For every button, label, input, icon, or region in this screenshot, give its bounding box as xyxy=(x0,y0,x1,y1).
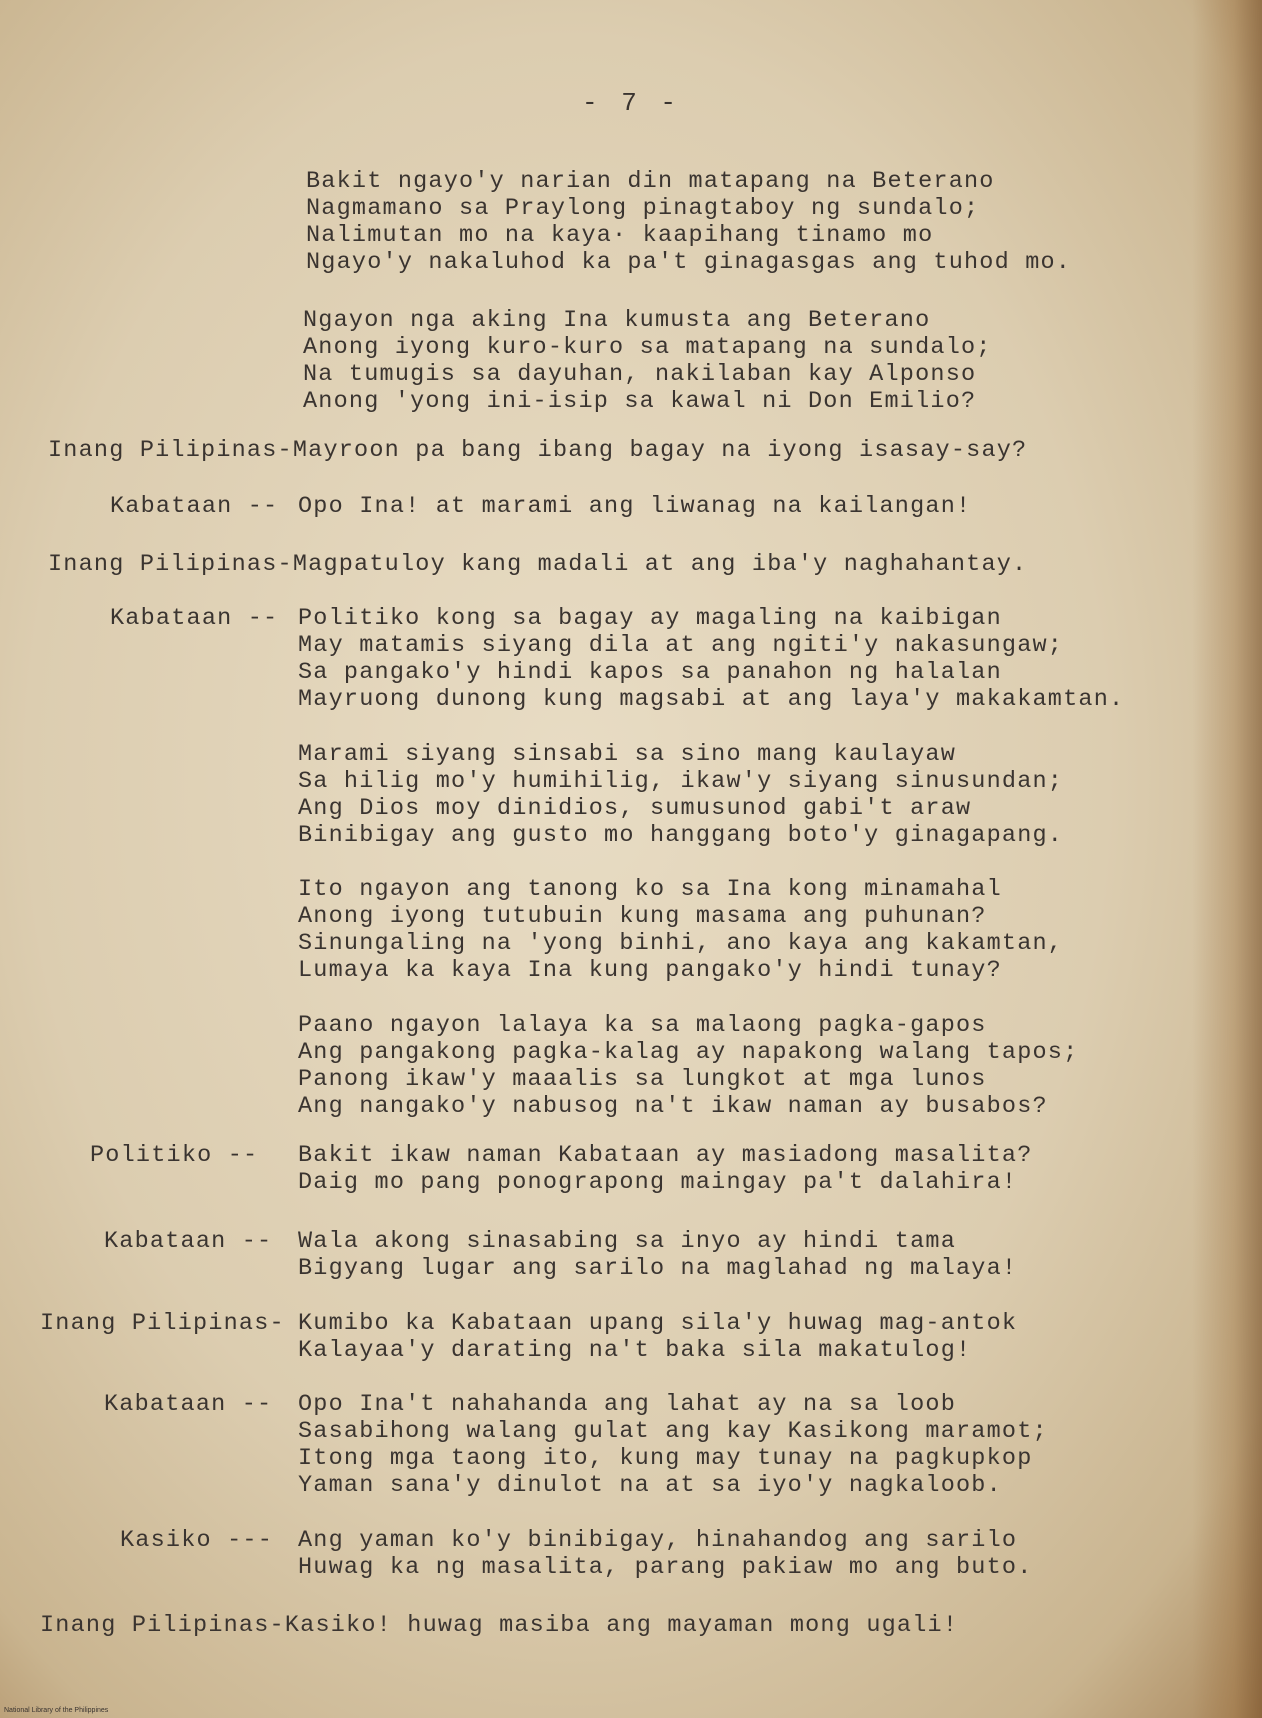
verse-line: Anong iyong kuro-kuro sa matapang na sundalo; xyxy=(303,334,992,361)
dialogue-line: Huwag ka ng masalita, parang pakiaw mo ang buto. xyxy=(298,1554,1033,1581)
dialogue-entry xyxy=(40,1612,958,1639)
dialogue-line: Bakit ikaw naman Kabataan ay masiadong masalita? xyxy=(298,1142,1033,1169)
dialogue-line: Kasiko! huwag masiba ang mayaman mong ugali! xyxy=(284,1612,959,1639)
speaker-label: Inang Pilipinas- xyxy=(48,551,293,578)
dialogue-line: May matamis siyang dila at ang ngiti'y nakasungaw; xyxy=(298,632,1064,659)
dialogue-line: Magpatuloy kang madali at ang iba'y naghahantay. xyxy=(292,551,1028,578)
speaker-label: Kabataan -- xyxy=(110,605,279,632)
dialogue-line: Mayroon pa bang ibang bagay na iyong isasay-say? xyxy=(292,437,1028,464)
dialogue-entry xyxy=(298,1142,1033,1196)
speaker-label: Inang Pilipinas- xyxy=(40,1612,285,1639)
dialogue-line: Sinungaling na 'yong binhi, ano kaya ang kakamtan, xyxy=(298,930,1064,957)
dialogue-entry xyxy=(298,1391,1048,1499)
dialogue-line: Politiko kong sa bagay ay magaling na kaibigan xyxy=(298,605,1002,632)
library-footer: National Library of the Philippines xyxy=(4,1707,109,1714)
dialogue-line: Kalayaa'y darating na't baka sila makatulog! xyxy=(298,1337,972,1364)
verse-line: Ngayon nga aking Ina kumusta ang Beterano xyxy=(303,307,931,334)
speaker-label: Kabataan -- xyxy=(104,1391,273,1418)
dialogue-line: Panong ikaw'y maaalis sa lungkot at mga lunos xyxy=(298,1066,987,1093)
verse-line: Na tumugis sa dayuhan, nakilaban kay Alponso xyxy=(303,361,977,388)
page-edge-shadow xyxy=(1192,0,1262,1718)
stanza-1 xyxy=(306,168,1071,276)
dialogue-line: Bigyang lugar ang sarilo na maglahad ng malaya! xyxy=(298,1255,1018,1282)
page-number: - 7 - xyxy=(581,88,680,118)
dialogue-entry xyxy=(298,493,971,520)
dialogue-line: Lumaya ka kaya Ina kung pangako'y hindi tunay? xyxy=(298,957,1002,984)
speaker-label: Politiko -- xyxy=(90,1142,259,1169)
dialogue-entry xyxy=(298,1310,1017,1364)
dialogue-line: Ang Dios moy dinidios, sumusunod gabi't araw xyxy=(298,795,972,822)
speaker-label: Inang Pilipinas- xyxy=(40,1310,285,1337)
dialogue-entry xyxy=(298,1527,1033,1581)
verse-line: Anong 'yong ini-isip sa kawal ni Don Emilio? xyxy=(303,388,977,415)
dialogue-entry xyxy=(298,1228,1017,1282)
dialogue-entry xyxy=(48,437,1027,464)
dialogue-line: Ang yaman ko'y binibigay, hinahandog ang sarilo xyxy=(298,1527,1018,1554)
dialogue-line: Sa pangako'y hindi kapos sa panahon ng halalan xyxy=(298,659,1002,686)
speaker-label: Kabataan -- xyxy=(110,493,279,520)
dialogue-line: Wala akong sinasabing sa inyo ay hindi tama xyxy=(298,1228,956,1255)
dialogue-line: Daig mo pang ponograpong maingay pa't dalahira! xyxy=(298,1169,1018,1196)
dialogue-line: Ang pangakong pagka-kalag ay napakong walang tapos; xyxy=(298,1039,1079,1066)
dialogue-line: Opo Ina't nahahanda ang lahat ay na sa loob xyxy=(298,1391,956,1418)
dialogue-entry xyxy=(298,741,1063,849)
dialogue-line: Anong iyong tutubuin kung masama ang puhunan? xyxy=(298,903,987,930)
verse-line: Bakit ngayo'y narian din matapang na Beterano xyxy=(306,168,995,195)
dialogue-line: Mayruong dunong kung magsabi at ang laya'y makakamtan. xyxy=(298,686,1125,713)
dialogue-entry xyxy=(48,551,1027,578)
dialogue-line: Binibigay ang gusto mo hanggang boto'y ginagapang. xyxy=(298,822,1064,849)
speaker-label: Inang Pilipinas- xyxy=(48,437,293,464)
dialogue-entry xyxy=(298,605,1124,713)
dialogue-line: Yaman sana'y dinulot na at sa iyo'y nagkaloob. xyxy=(298,1472,1002,1499)
verse-line: Nagmamano sa Praylong pinagtaboy ng sundalo; xyxy=(306,195,980,222)
verse-line: Ngayo'y nakaluhod ka pa't ginagasgas ang tuhod mo. xyxy=(306,249,1072,276)
dialogue-line: Sasabihong walang gulat ang kay Kasikong maramot; xyxy=(298,1418,1048,1445)
dialogue-line: Sa hilig mo'y humihilig, ikaw'y siyang sinusundan; xyxy=(298,768,1064,795)
speaker-label: Kabataan -- xyxy=(104,1228,273,1255)
dialogue-entry xyxy=(298,1012,1078,1120)
dialogue-line: Marami siyang sinsabi sa sino mang kaulayaw xyxy=(298,741,956,768)
speaker-label: Kasiko --- xyxy=(120,1527,274,1554)
verse-line: Nalimutan mo na kaya· kaapihang tinamo mo xyxy=(306,222,934,249)
dialogue-entry xyxy=(298,876,1063,984)
dialogue-line: Ang nangako'y nabusog na't ikaw naman ay busabos? xyxy=(298,1093,1048,1120)
dialogue-line: Opo Ina! at marami ang liwanag na kailangan! xyxy=(298,493,972,520)
stanza-2 xyxy=(303,307,992,415)
dialogue-line: Kumibo ka Kabataan upang sila'y huwag mag-antok xyxy=(298,1310,1018,1337)
dialogue-line: Itong mga taong ito, kung may tunay na pagkupkop xyxy=(298,1445,1033,1472)
dialogue-line: Paano ngayon lalaya ka sa malaong pagka-gapos xyxy=(298,1012,987,1039)
dialogue-line: Ito ngayon ang tanong ko sa Ina kong minamahal xyxy=(298,876,1002,903)
